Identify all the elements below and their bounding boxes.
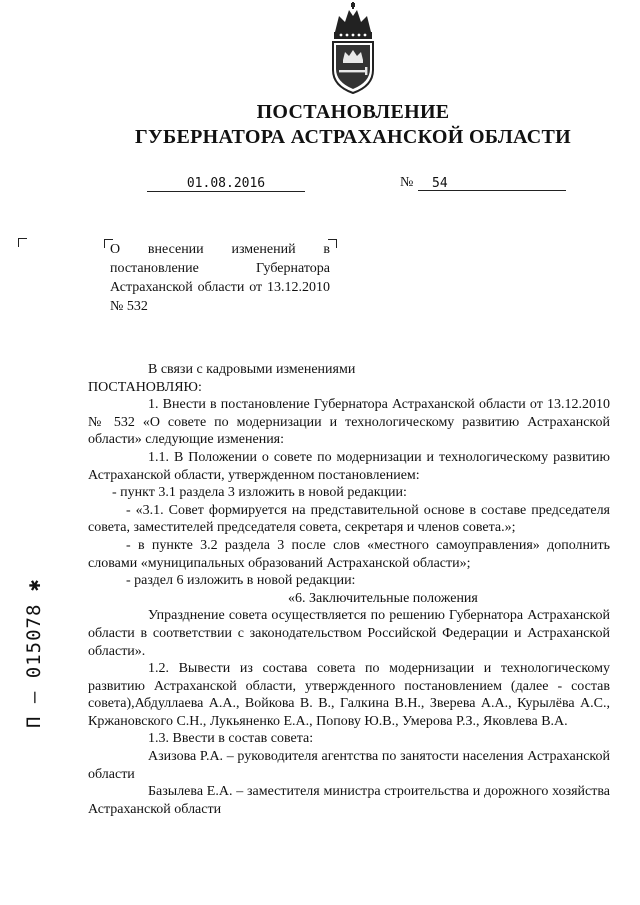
document-title-line2: ГУБЕРНАТОРА АСТРАХАНСКОЙ ОБЛАСТИ xyxy=(134,126,572,148)
corner-mark xyxy=(18,238,27,247)
preamble: В связи с кадровыми изменениями xyxy=(148,362,356,377)
document-title-line1: ПОСТАНОВЛЕНИЕ xyxy=(256,101,450,123)
paragraph-section-6: - раздел 6 изложить в новой редакции: xyxy=(126,573,356,589)
appointee-2: Базылева Е.А. – заместителя министра строительства и дорожного хозяйства Астраханской области xyxy=(88,784,610,817)
paragraph-1-3: 1.3. Ввести в состав совета: xyxy=(148,731,314,747)
resolve-heading: ПОСТАНОВЛЯЮ: xyxy=(88,379,202,395)
paragraph-item-3-2: - в пункте 3.2 раздела 3 после слов «местного самоуправления» дополнить словами «муниципальных образований Астраханской области»; xyxy=(88,537,610,571)
document-number: 54 xyxy=(418,176,566,191)
coat-of-arms-icon xyxy=(321,2,385,94)
appointee-1: Азизова Р.А. – руководителя агентства по занятости населения Астраханской области xyxy=(88,749,610,782)
section-6-text: Упразднение совета осуществляется по решению Губернатора Астраханской области в соответствии с законодательством Российской Федерации и Астраханской области». xyxy=(88,608,610,659)
paragraph-3-1-text: - «3.1. Совет формируется на представительной основе в составе председателя совета, заместителей председателя совета, секретаря и членов совета.»; xyxy=(88,502,610,536)
section-6-heading: «6. Заключительные положения xyxy=(288,590,478,606)
paragraph-item-3-1: - пункт 3.1 раздела 3 изложить в новой редакции: xyxy=(112,485,407,501)
document-subject: О внесении изменений в постановление Губернатора Астраханской области от 13.12.2010 № 532 xyxy=(110,242,330,314)
paragraph-1-2: 1.2. Вывести из состава совета по модернизации и технологическому развитию Астраханской области, утвержденного постановлением (далее - состав совета),Абдуллаева А.А., Войкова В. В., Галкина В.Н., Зверева А.А., Курылёва А.С., Кржановского С.Н., Лукьяненко Е.А., Попову Ю.В., Умерова Р.З., Яковлева В.А. xyxy=(88,661,610,729)
document-body xyxy=(88,361,610,818)
serial-number: П – 015078 ✱ xyxy=(23,578,45,728)
paragraph-1: 1. Внести в постановление Губернатора Астраханской области от 13.12.2010 № 532 «О совете по модернизации и технологическому развитию Астраханской области» следующие изменения: xyxy=(88,397,610,448)
number-label: № xyxy=(400,175,414,190)
document-date: 01.08.2016 xyxy=(147,176,305,192)
paragraph-1-1: 1.1. В Положении о совете по модернизации и технологическому развитию Астраханской области, утвержденном постановлением: xyxy=(88,449,610,483)
